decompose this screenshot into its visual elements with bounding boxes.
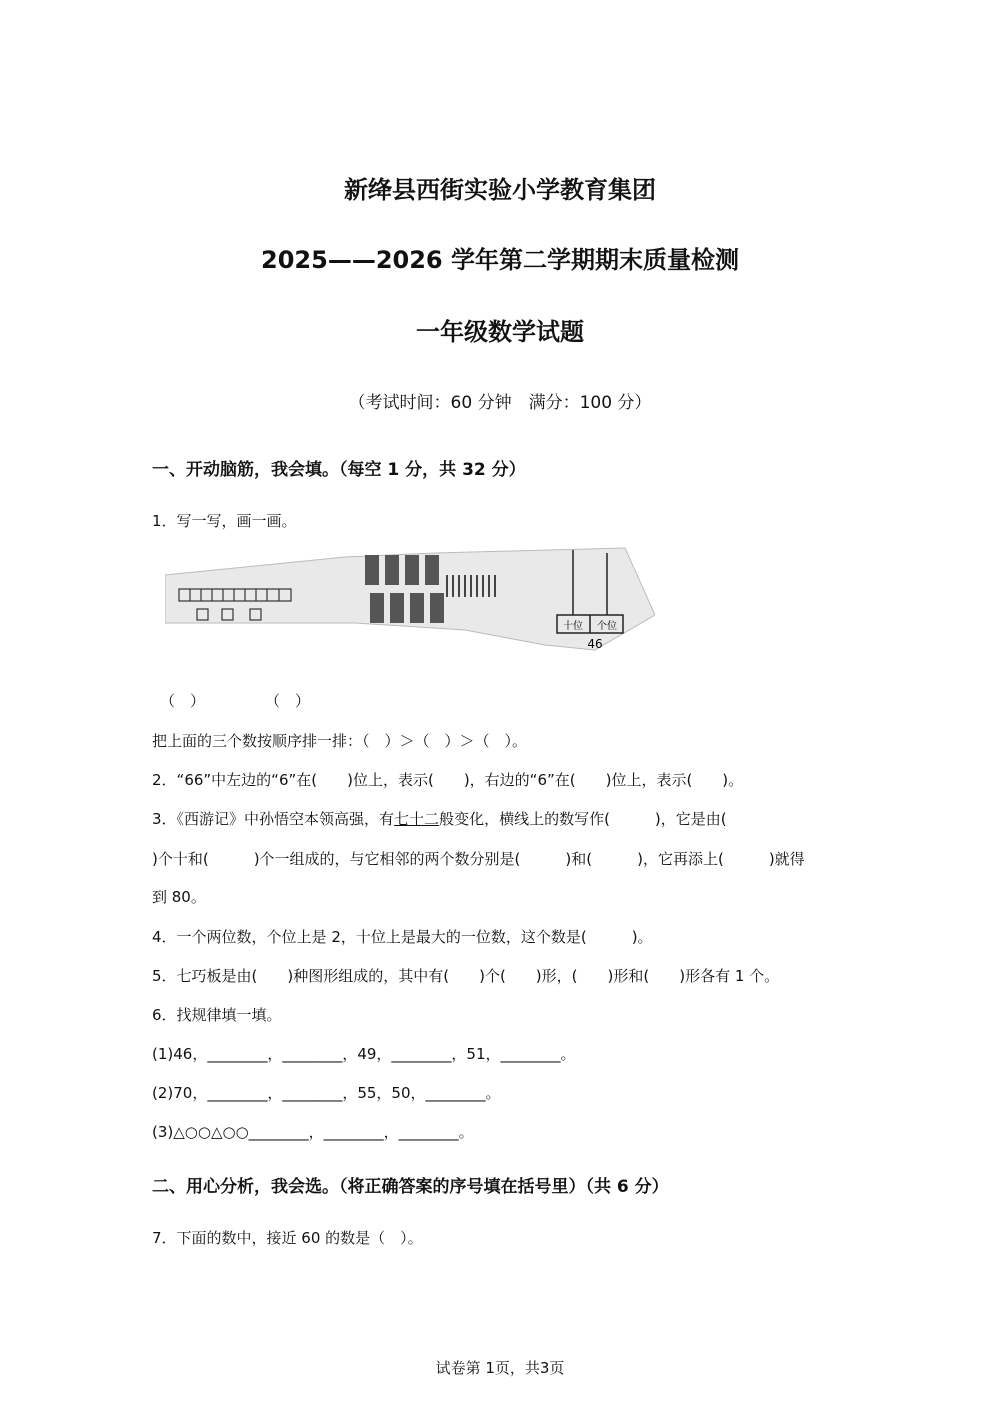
question-6-2: (2)70，________，________，55，50，________。: [152, 1084, 501, 1102]
question-3-line3: 到 80。: [152, 888, 206, 906]
question-6: 6．找规律填一填。: [152, 1006, 282, 1024]
question-4: 4．一个两位数，个位上是 2，十位上是最大的一位数，这个数是( )。: [152, 928, 653, 946]
question-7: 7．下面的数中，接近 60 的数是（ ）。: [152, 1229, 423, 1247]
tens-place-label: 十位: [563, 621, 583, 632]
section2-title: 二、用心分析，我会选。（将正确答案的序号填在括号里）（共 6 分）: [152, 1177, 669, 1197]
q3-part-a: 3．《西游记》中孙悟空本领高强，有: [152, 810, 395, 828]
exam-info: （考试时间：60 分钟 满分：100 分）: [348, 393, 652, 413]
question-3-line2: )个十和( )个一组成的，与它相邻的两个数分别是( )和( )，它再添上( )就得: [152, 850, 805, 868]
school-title: 新绛县西街实验小学教育集团: [344, 176, 656, 204]
question-6-1: (1)46，________，________，49，________，51，________。: [152, 1045, 576, 1063]
page-footer: 试卷第 1页，共3页: [435, 1359, 565, 1377]
question-1: 1．写一写，画一画。: [152, 512, 297, 530]
q3-underlined-number: 七十二: [394, 810, 440, 828]
q1-ordering: 把上面的三个数按顺序排一排：（ ）＞（ ）＞（ ）。: [152, 732, 528, 750]
question-3: [152, 808, 727, 829]
counting-figure: [165, 545, 655, 655]
abacus-number: 46: [587, 637, 603, 651]
question-2: 2．“66”中左边的“6”在( )位上，表示( )，右边的“6”在( )位上，表示( )。: [152, 771, 744, 789]
term-title: 2025——2026 学年第二学期期末质量检测: [261, 246, 739, 274]
subject-title: 一年级数学试题: [416, 318, 584, 346]
q3-part-b: 般变化，横线上的数写作( )，它是由(: [439, 810, 727, 828]
question-6-3: (3)△○○△○○________，________，________。: [152, 1123, 474, 1141]
section1-title: 一、开动脑筋，我会填。（每空 1 分，共 32 分）: [152, 460, 526, 480]
ones-place-label: 个位: [597, 621, 617, 632]
question-5: 5．七巧板是由( )种图形组成的，其中有( )个( )形，( )形和( )形各有 1 个。: [152, 967, 780, 985]
q1-answer-blanks: （ ） （ ）: [160, 692, 311, 710]
